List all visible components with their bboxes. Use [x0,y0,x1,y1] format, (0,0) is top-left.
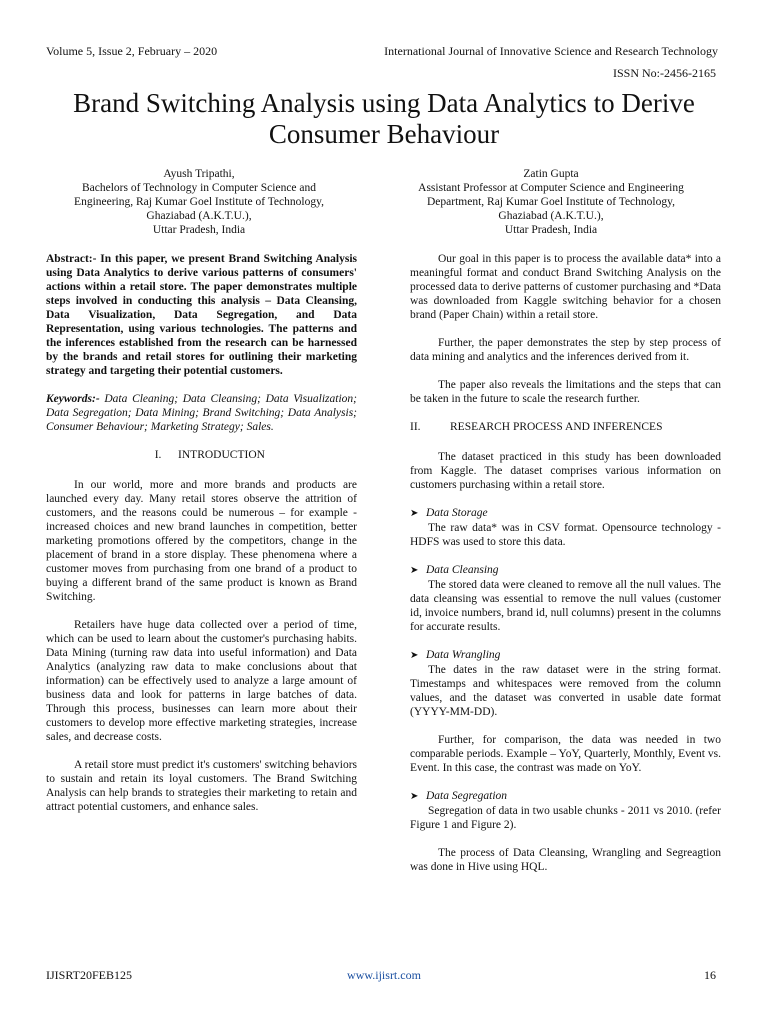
subsection-heading [410,789,721,804]
subsection-heading [410,563,721,578]
author-affiliation-line: Assistant Professor at Computer Science and Engineering [418,182,684,194]
left-column [46,252,357,828]
body-paragraph: Retailers have huge data collected over a period of time, which can be used to learn about the customer's purchasing habits. Data Mining (turning raw data into useful information) and Data Analytics (analyzing raw data to make conclusions about that information) can be effectively used to analyze a large amount of business data and look for patterns in large batches of data. Through this process, businesses can learn more about their customers to develop more effective marketing strategies, increase sales, and decrease costs. [46,619,357,743]
arrow-bullet-icon: ➤ [410,565,419,576]
section-title: RESEARCH PROCESS AND INFERENCES [450,421,663,433]
subsection-text: Segregation of data in two usable chunks - 2011 vs 2010. (refer Figure 1 and Figure 2). [410,805,721,831]
subsection-heading [410,506,721,521]
subsection-title: Data Wrangling [426,649,501,661]
author-affiliation-line: Ghaziabad (A.K.T.U.), [146,210,252,222]
right-column [410,252,721,888]
body-paragraph: Further, for comparison, the data was needed in two comparable periods. Example – YoY, Quarterly, Monthly, Event vs. Event. In this case, the contrast was made on YoY. [410,734,721,774]
journal-url-link[interactable]: www.ijisrt.com [347,968,421,982]
section-number: II. [410,421,421,433]
journal-name: International Journal of Innovative Science and Research Technology [384,44,718,58]
subsection-title: Data Cleansing [426,564,499,576]
body-paragraph: A retail store must predict it's customers' switching behaviors to sustain and retain its loyal customers. The Brand Switching Analysis can help brands to strategies their marketing to retain and attract potential customers, and enhance sales. [46,759,357,813]
author-affiliation-line: Uttar Pradesh, India [152,224,246,236]
author-block-1 [34,167,364,237]
author-block-2 [386,167,716,237]
subsection-text: The dates in the raw dataset were in the string format. Timestamps and whitespaces were removed from the column values, and the dataset was converted in usable date format (YYYY-MM-DD). [410,664,721,718]
subsection-title: Data Segregation [426,790,508,802]
abstract: Abstract:- In this paper, we present Brand Switching Analysis using Data Analytics to derive various patterns of consumers' actions within a retail store. The paper demonstrates multiple steps involved in conducting this analysis – Data Cleansing, Data Visualization, Data Segregation, and Data Representation, using various technologies. The patterns and the inferences established from the research can be harnessed by the brands and retail stores for outlining their marketing strategy and targeting their potential customers. [46,253,357,377]
paper-code: IJISRT20FEB125 [46,968,132,982]
arrow-bullet-icon: ➤ [410,650,419,661]
paper-title: Brand Switching Analysis using Data Analytics to Derive Consumer Behaviour [73,88,695,149]
author-affiliation-line: Ghaziabad (A.K.T.U.), [498,210,604,222]
author-name: Zatin Gupta [523,168,579,180]
author-name: Ayush Tripathi, [163,168,235,180]
section-number: I. [154,449,162,461]
author-affiliation-line: Bachelors of Technology in Computer Science and [81,182,317,194]
subsection-title: Data Storage [426,507,488,519]
body-paragraph: In our world, more and more brands and products are launched every day. Many retail stores observe the attrition of customers, and the reasons could be numerous – for example - increased choices and new brand launches in competition, better marketing promotions offered by the competitors, change in the placement of brand in a store display. These phenomena where a customer moves from purchasing from one brand of a product to buying a different brand of the same product is known as Brand Switching. [46,479,357,603]
body-paragraph: Our goal in this paper is to process the available data* into a meaningful format and conduct Brand Switching Analysis on the processed data to derive patterns of customer purchasing and *Data was downloaded from Kaggle switching behavior for a chosen brand (Paper Chain) within a retail store. [410,253,721,321]
section-heading-introduction [46,448,357,462]
author-affiliation-line: Engineering, Raj Kumar Goel Institute of Technology, [74,196,324,208]
volume-info: Volume 5, Issue 2, February – 2020 [46,44,218,58]
body-paragraph: The paper also reveals the limitations and the steps that can be taken in the future to scale the research further. [410,379,721,405]
keywords [46,392,357,434]
subsection-text: The stored data were cleaned to remove all the null values. The data cleansing was essential to remove the null values (customer id, invoice numbers, brand id, null columns) present in the columns for accurate results. [410,579,721,633]
issn: ISSN No:-2456-2165 [612,66,716,80]
body-paragraph: The dataset practiced in this study has been downloaded from Kaggle. The dataset comprises various information on customers purchasing within a retail store. [410,451,721,491]
subsection-heading [410,648,721,663]
body-paragraph: The process of Data Cleansing, Wrangling and Segreagtion was done in Hive using HQL. [410,847,721,873]
section-title: INTRODUCTION [178,449,265,461]
author-affiliation-line: Uttar Pradesh, India [504,224,598,236]
subsection-text: The raw data* was in CSV format. Opensource technology - HDFS was used to store this data. [410,522,721,548]
body-paragraph: Further, the paper demonstrates the step by step process of data mining and analytics and the inferences derived from it. [410,337,721,363]
keywords-label: Keywords:- [46,393,100,405]
author-affiliation-line: Department, Raj Kumar Goel Institute of Technology, [427,196,675,208]
section-heading-research [410,420,721,434]
arrow-bullet-icon: ➤ [410,791,419,802]
page-number: 16 [704,968,716,982]
arrow-bullet-icon: ➤ [410,508,419,519]
keywords-list: Data Cleaning; Data Cleansing; Data Visualization; Data Segregation; Data Mining; Brand Switching; Data Analysis; Consumer Behaviour; Marketing Strategy; Sales. [46,393,357,433]
